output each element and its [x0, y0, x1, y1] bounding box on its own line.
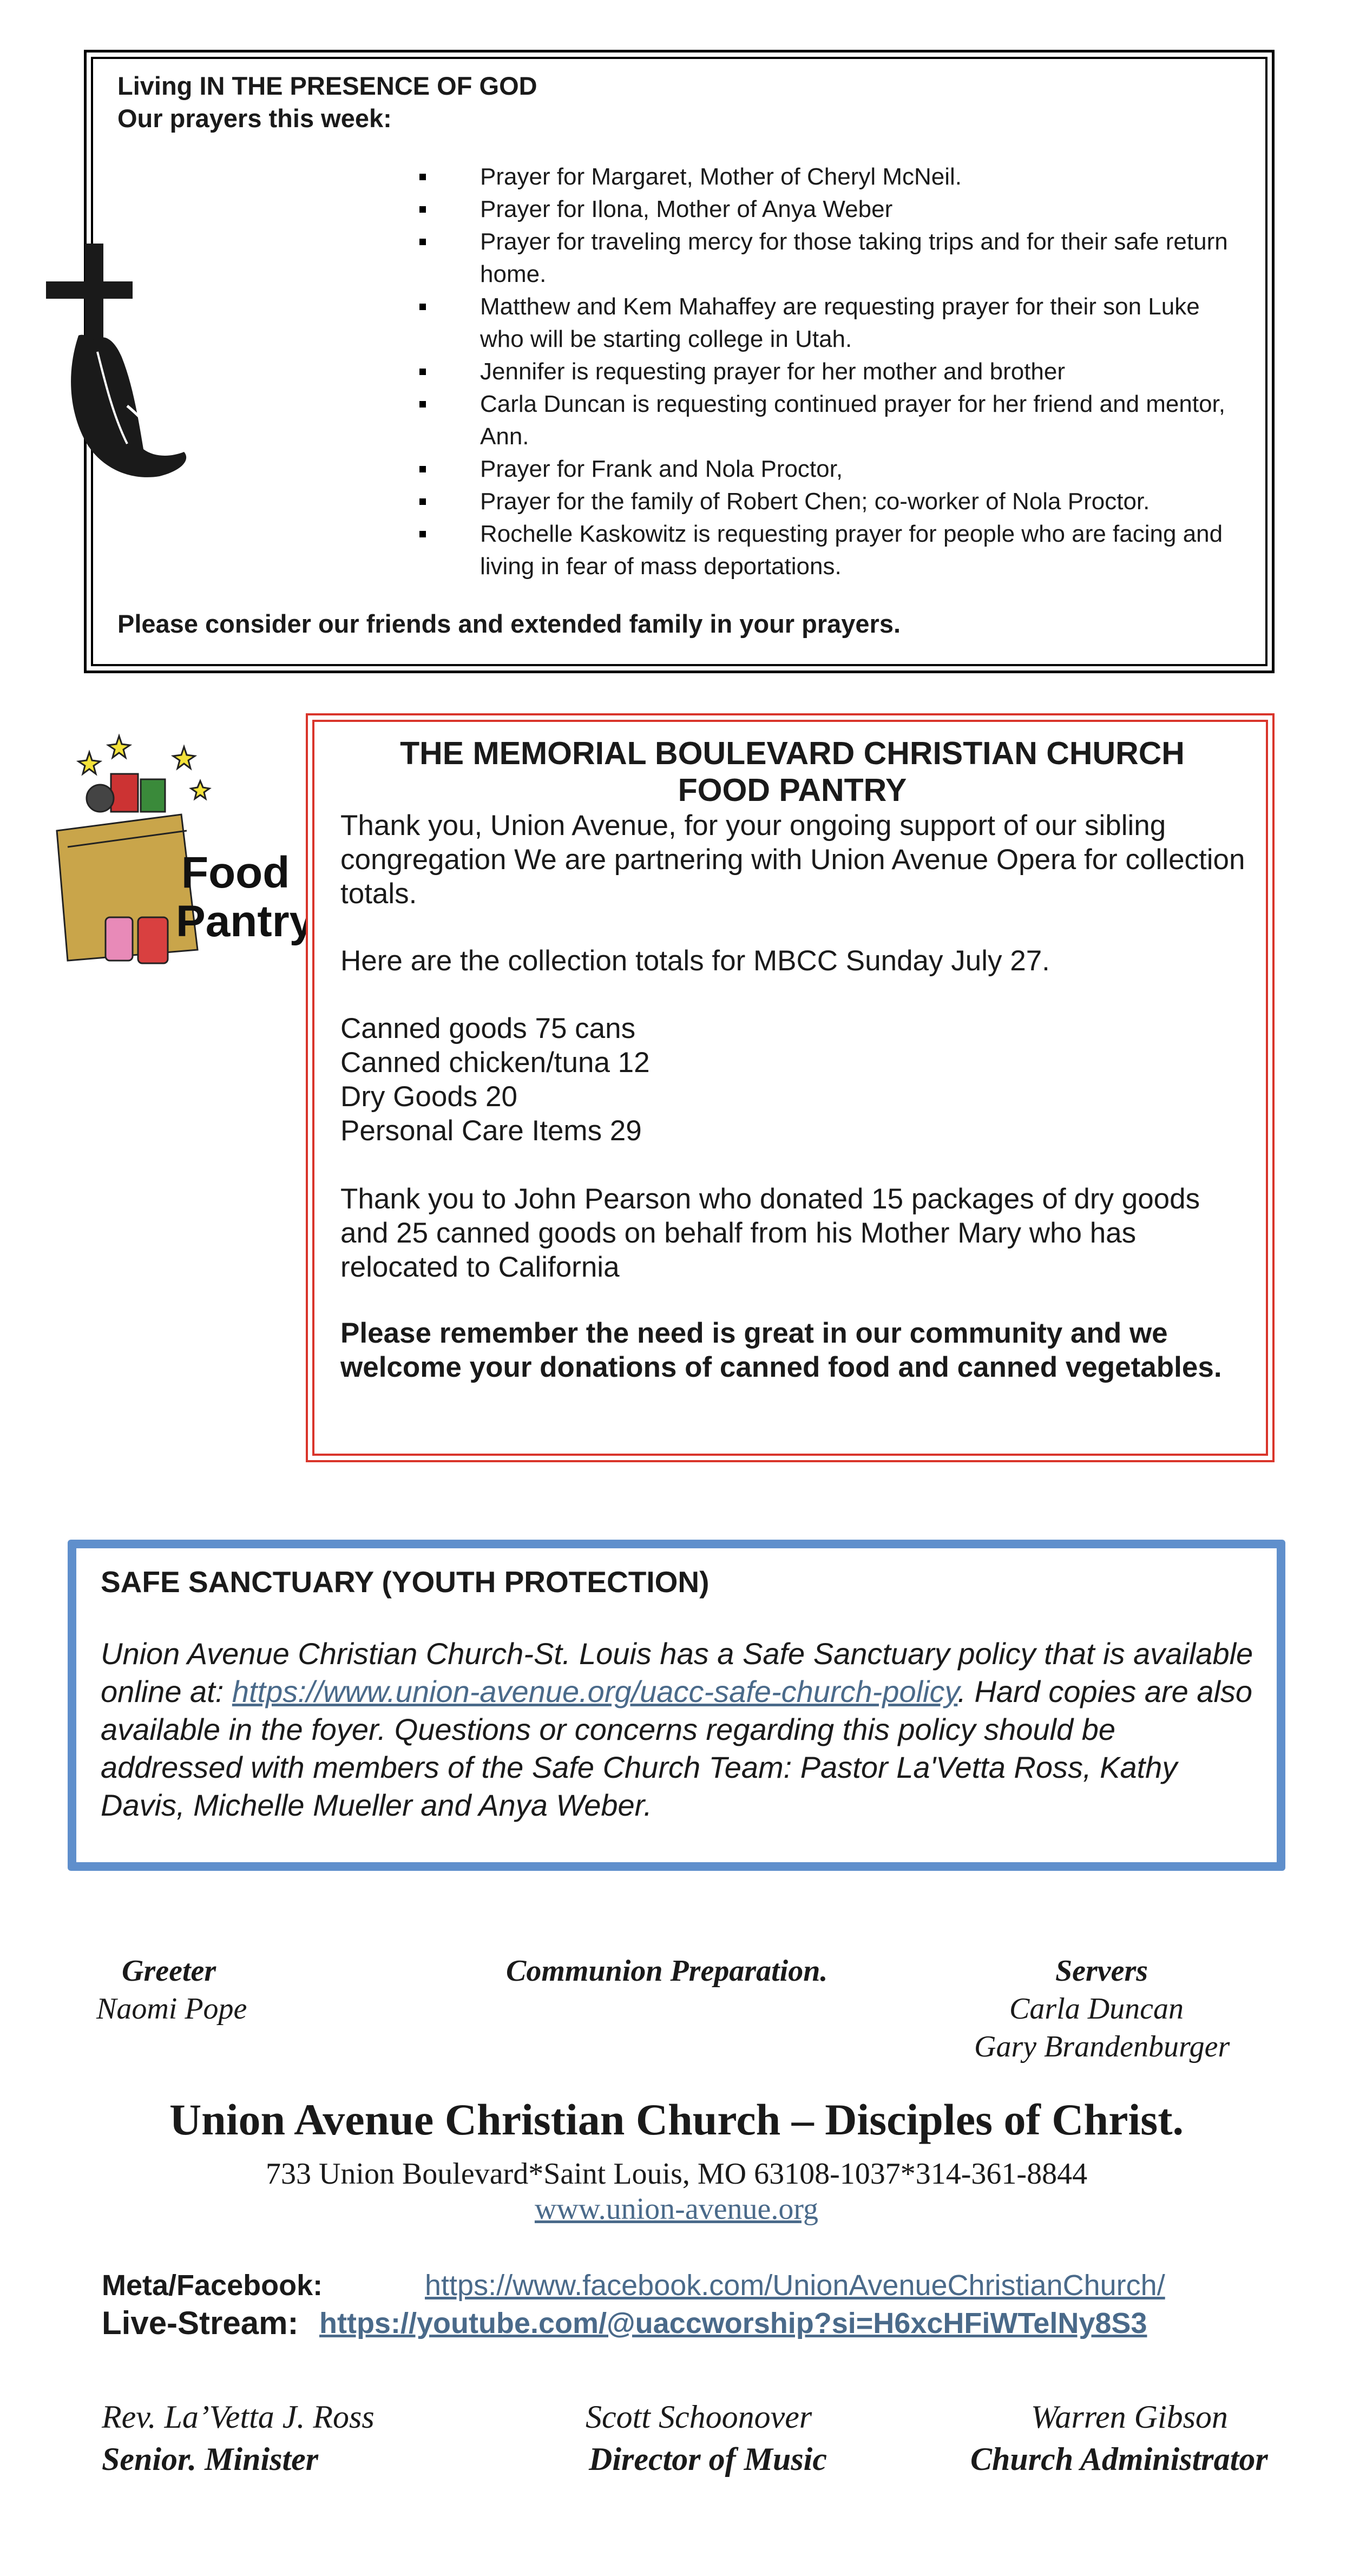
staff-title: Director of Music: [589, 2441, 827, 2477]
prayer-footer: Please consider our friends and extended family in your prayers.: [117, 609, 901, 638]
staff-title: Senior. Minister: [102, 2441, 319, 2477]
greeter-label: Greeter: [122, 1954, 216, 1988]
livestream-label: Live-Stream:: [102, 2305, 299, 2341]
pantry-total-item: Canned goods 75 cans: [340, 1013, 636, 1044]
prayer-item: Jennifer is requesting prayer for her mother and brother: [419, 356, 1231, 388]
pantry-total-item: Dry Goods 20: [340, 1081, 517, 1113]
prayer-item: Prayer for Ilona, Mother of Anya Weber: [419, 193, 1231, 226]
pantry-total-item: Canned chicken/tuna 12: [340, 1047, 650, 1079]
facebook-label: Meta/Facebook:: [102, 2269, 323, 2302]
facebook-link[interactable]: https://www.facebook.com/UnionAvenueChristianChurch/: [425, 2269, 1165, 2302]
safe-sanctuary-text-start: Union Avenue Christian Church-St. Louis has a Safe Sanctuary policy that is available online at:: [101, 1637, 1253, 1708]
prayer-list: [419, 161, 1231, 583]
pantry-appeal: Please remember the need is great in our community and we welcome your donations of canned food and canned vegetables.: [340, 1317, 1222, 1383]
prayer-item: Carla Duncan is requesting continued prayer for her friend and mentor, Ann.: [419, 388, 1231, 453]
cross-praying-hands-icon: [46, 244, 192, 492]
church-address: 733 Union Boulevard*Saint Louis, MO 63108-1037*314-361-8844: [265, 2157, 1088, 2191]
prayer-heading: Living IN THE PRESENCE OF GOD: [117, 71, 537, 100]
pantry-total-item: Personal Care Items 29: [340, 1115, 642, 1147]
prayer-item: Matthew and Kem Mahaffey are requesting prayer for their son Luke who will be starting college in Utah.: [419, 291, 1231, 356]
safe-sanctuary-text: [101, 1635, 1264, 1824]
livestream-link[interactable]: https://youtube.com/@uaccworship?si=H6xcHFiWTelNy8S3: [319, 2307, 1147, 2340]
church-website-link[interactable]: www.union-avenue.org: [534, 2192, 819, 2226]
pantry-subtitle: FOOD PANTRY: [678, 772, 907, 808]
logo-text-food: Food: [181, 848, 290, 897]
safe-sanctuary-title: SAFE SANCTUARY (YOUTH PROTECTION): [101, 1565, 710, 1599]
servers-label: Servers: [1055, 1954, 1148, 1988]
communion-label: Communion Preparation.: [506, 1954, 828, 1988]
prayer-item: Prayer for Margaret, Mother of Cheryl McNeil.: [419, 161, 1231, 193]
pantry-thanks: Thank you to John Pearson who donated 15 packages of dry goods and 25 canned goods on behalf from his Mother Mary who has relocated to California: [340, 1183, 1200, 1283]
prayer-item: Prayer for traveling mercy for those taking trips and for their safe return home.: [419, 226, 1231, 291]
pantry-intro: Thank you, Union Avenue, for your ongoing support of our sibling congregation We are partnering with Union Avenue Opera for collection totals.: [340, 810, 1245, 910]
prayer-box: [84, 50, 1275, 673]
food-pantry-box: [306, 713, 1275, 1462]
church-name: Union Avenue Christian Church – Disciples of Christ.: [169, 2095, 1184, 2144]
safe-sanctuary-text-end: . Hard copies are also available in the foyer. Questions or concerns regarding this policy should be addressed with members of the Safe Church Team: Pastor La'Vetta Ross, Kathy Davis, Michelle Mueller and Anya Weber.: [101, 1674, 1253, 1822]
prayer-subheading: Our prayers this week:: [117, 104, 392, 133]
prayer-item: Prayer for the family of Robert Chen; co-worker of Nola Proctor.: [419, 485, 1231, 518]
server-name: Gary Brandenburger: [974, 2030, 1230, 2064]
prayer-item: Prayer for Frank and Nola Proctor,: [419, 453, 1231, 485]
staff-name: Scott Schoonover: [586, 2399, 812, 2435]
safe-sanctuary-box: [68, 1540, 1285, 1871]
safe-church-policy-link[interactable]: https://www.union-avenue.org/uacc-safe-church-policy: [232, 1674, 958, 1708]
prayer-item: Rochelle Kaskowitz is requesting prayer for people who are facing and living in fear of mass deportations.: [419, 518, 1231, 583]
staff-title: Church Administrator: [970, 2441, 1268, 2477]
staff-name: Warren Gibson: [1031, 2399, 1228, 2435]
staff-name: Rev. La’Vetta J. Ross: [102, 2399, 375, 2435]
logo-text-pantry: Pantry: [176, 897, 306, 946]
pantry-totals-intro: Here are the collection totals for MBCC Sunday July 27.: [340, 945, 1050, 977]
greeter-name: Naomi Pope: [96, 1992, 247, 2026]
food-pantry-logo: [35, 722, 306, 982]
server-name: Carla Duncan: [1009, 1992, 1184, 2026]
pantry-title: THE MEMORIAL BOULEVARD CHRISTIAN CHURCH: [400, 735, 1185, 771]
